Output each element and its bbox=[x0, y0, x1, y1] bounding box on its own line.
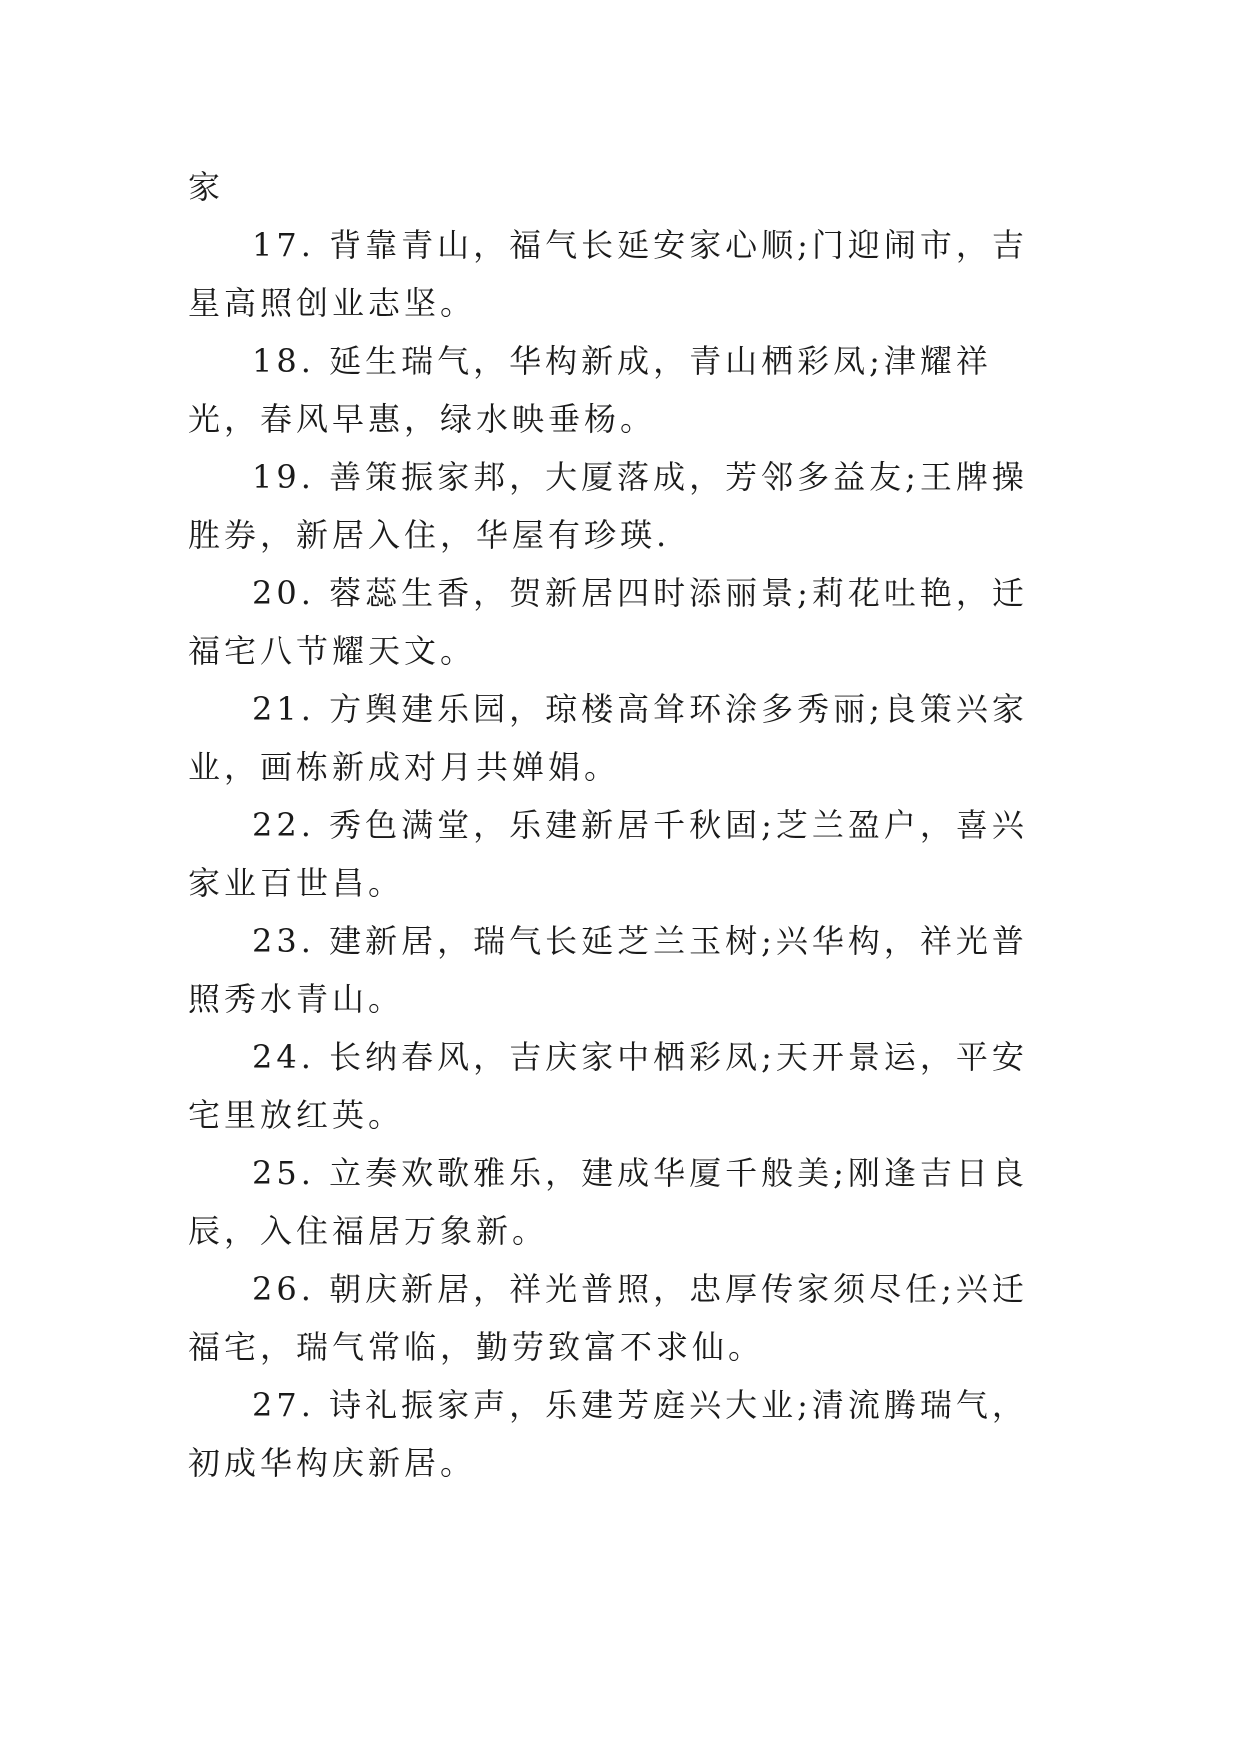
couplet-entry-22: 22. 秀色满堂，乐建新居千秋固;芝兰盈户，喜兴家业百世昌。 bbox=[188, 806, 1028, 902]
couplet-entry-20: 20. 蓉蕊生香，贺新居四时添丽景;莉花吐艳，迁福宅八节耀天文。 bbox=[188, 574, 1028, 670]
couplet-entry-27: 27. 诗礼振家声，乐建芳庭兴大业;清流腾瑞气，初成华构庆新居。 bbox=[188, 1386, 1028, 1482]
couplet-entry-26: 26. 朝庆新居，祥光普照，忠厚传家须尽任;兴迁福宅，瑞气常临，勤劳致富不求仙。 bbox=[188, 1270, 1028, 1366]
couplet-entry-17: 17. 背靠青山，福气长延安家心顺;门迎闹市，吉星高照创业志坚。 bbox=[188, 226, 1028, 322]
couplet-entry-25: 25. 立奏欢歌雅乐，建成华厦千般美;刚逢吉日良辰，入住福居万象新。 bbox=[188, 1154, 1028, 1250]
couplet-list bbox=[188, 158, 1060, 1492]
couplet-entry-23: 23. 建新居，瑞气长延芝兰玉树;兴华构，祥光普照秀水青山。 bbox=[188, 922, 1028, 1018]
couplet-entry-21: 21. 方舆建乐园，琼楼高耸环涂多秀丽;良策兴家业，画栋新成对月共婵娟。 bbox=[188, 690, 1028, 786]
couplet-entry-18: 18. 延生瑞气，华构新成，青山栖彩凤;津耀祥光，春风早惠，绿水映垂杨。 bbox=[188, 342, 992, 438]
continued-text: 家 bbox=[188, 168, 225, 206]
couplet-entry-24: 24. 长纳春风，吉庆家中栖彩凤;天开景运，平安宅里放红英。 bbox=[188, 1038, 1028, 1134]
couplet-entry-19: 19. 善策振家邦，大厦落成，芳邻多益友;王牌操胜券，新居入住，华屋有珍瑛. bbox=[188, 458, 1028, 554]
